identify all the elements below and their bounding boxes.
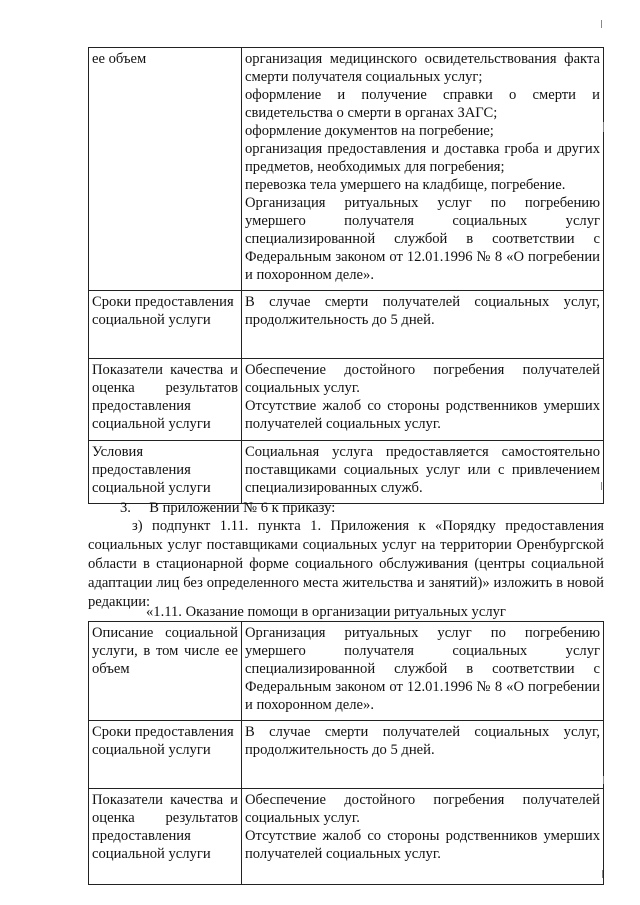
service-table-2 bbox=[88, 621, 604, 885]
scan-mark bbox=[601, 482, 602, 490]
row-value bbox=[242, 441, 604, 504]
row-label: Условия предоставления социальной услуги bbox=[89, 441, 242, 504]
scan-mark bbox=[603, 776, 604, 784]
value-paragraph: Обеспечение достойного погребения получателей социальных услуг. bbox=[245, 792, 600, 826]
value-paragraph: оформление и получение справки о смерти и свидетельства о смерти в органах ЗАГС; bbox=[245, 87, 600, 121]
service-table-1 bbox=[88, 47, 604, 504]
row-label: Сроки предоставления социальной услуги bbox=[89, 721, 242, 789]
table-row bbox=[89, 789, 604, 885]
scan-mark bbox=[602, 870, 603, 878]
row-label: Сроки предоставления социальной услуги bbox=[89, 291, 242, 359]
scan-mark bbox=[603, 122, 604, 132]
table-row bbox=[89, 359, 604, 441]
row-value bbox=[242, 48, 604, 291]
value-paragraph: Отсутствие жалоб со стороны родственников умерших получателей социальных услуг. bbox=[245, 828, 600, 862]
value-paragraph: организация предоставления и доставка гроба и других предметов, необходимых для погребения; bbox=[245, 141, 600, 175]
table-row bbox=[89, 622, 604, 721]
table-row bbox=[89, 721, 604, 789]
value-paragraph: оформление документов на погребение; bbox=[245, 123, 494, 139]
new-section-title: «1.11. Оказание помощи в организации ритуальных услуг bbox=[146, 604, 506, 620]
row-value bbox=[242, 622, 604, 721]
value-paragraph: перевозка тела умершего на кладбище, погребение. bbox=[245, 177, 566, 193]
value-paragraph: Социальная услуга предоставляется самостоятельно поставщиками социальных услуг или с привлечением специализированных служб. bbox=[245, 444, 600, 496]
value-paragraph: Обеспечение достойного погребения получателей социальных услуг. bbox=[245, 362, 600, 396]
row-value bbox=[242, 291, 604, 359]
item-3-heading: 3. В приложении № 6 к приказу: bbox=[120, 500, 336, 516]
row-label: Описание социальной услуги, в том числе ее объем bbox=[89, 622, 242, 721]
row-value bbox=[242, 789, 604, 885]
scan-mark bbox=[601, 20, 602, 28]
row-value bbox=[242, 359, 604, 441]
row-label: Показатели качества и оценка результатов предоставления социальной услуги bbox=[89, 359, 242, 441]
value-paragraph: Организация ритуальных услуг по погребению умершего получателя социальных услуг специализированной службой в соответствии с Федеральным законом от 12.01.1996 № 8 «О погребении и похоронном деле». bbox=[245, 625, 600, 713]
table-row bbox=[89, 441, 604, 504]
value-paragraph: организация медицинского освидетельствования факта смерти получателя социальных услуг; bbox=[245, 51, 600, 85]
row-label: ее объем bbox=[89, 48, 242, 291]
table-row bbox=[89, 291, 604, 359]
table-row bbox=[89, 48, 604, 291]
row-label: Показатели качества и оценка результатов предоставления социальной услуги bbox=[89, 789, 242, 885]
value-paragraph: В случае смерти получателей социальных услуг, продолжительность до 5 дней. bbox=[245, 724, 600, 758]
subitem-z-paragraph: з) подпункт 1.11. пункта 1. Приложения к «Порядку предоставления социальных услуг поставщиками социальных услуг на территории Оренбургской области в стационарной форме социального обслуживания (центры социальной адаптации лиц без определенного места жительства и занятий)» изложить в новой редакции: bbox=[88, 518, 604, 610]
value-paragraph: Отсутствие жалоб со стороны родственников умерших получателей социальных услуг. bbox=[245, 398, 600, 432]
value-paragraph: В случае смерти получателей социальных услуг, продолжительность до 5 дней. bbox=[245, 294, 600, 328]
value-paragraph: Организация ритуальных услуг по погребению умершего получателя социальных услуг специализированной службой в соответствии с Федеральным законом от 12.01.1996 № 8 «О погребении и похоронном деле». bbox=[245, 195, 600, 283]
row-value bbox=[242, 721, 604, 789]
